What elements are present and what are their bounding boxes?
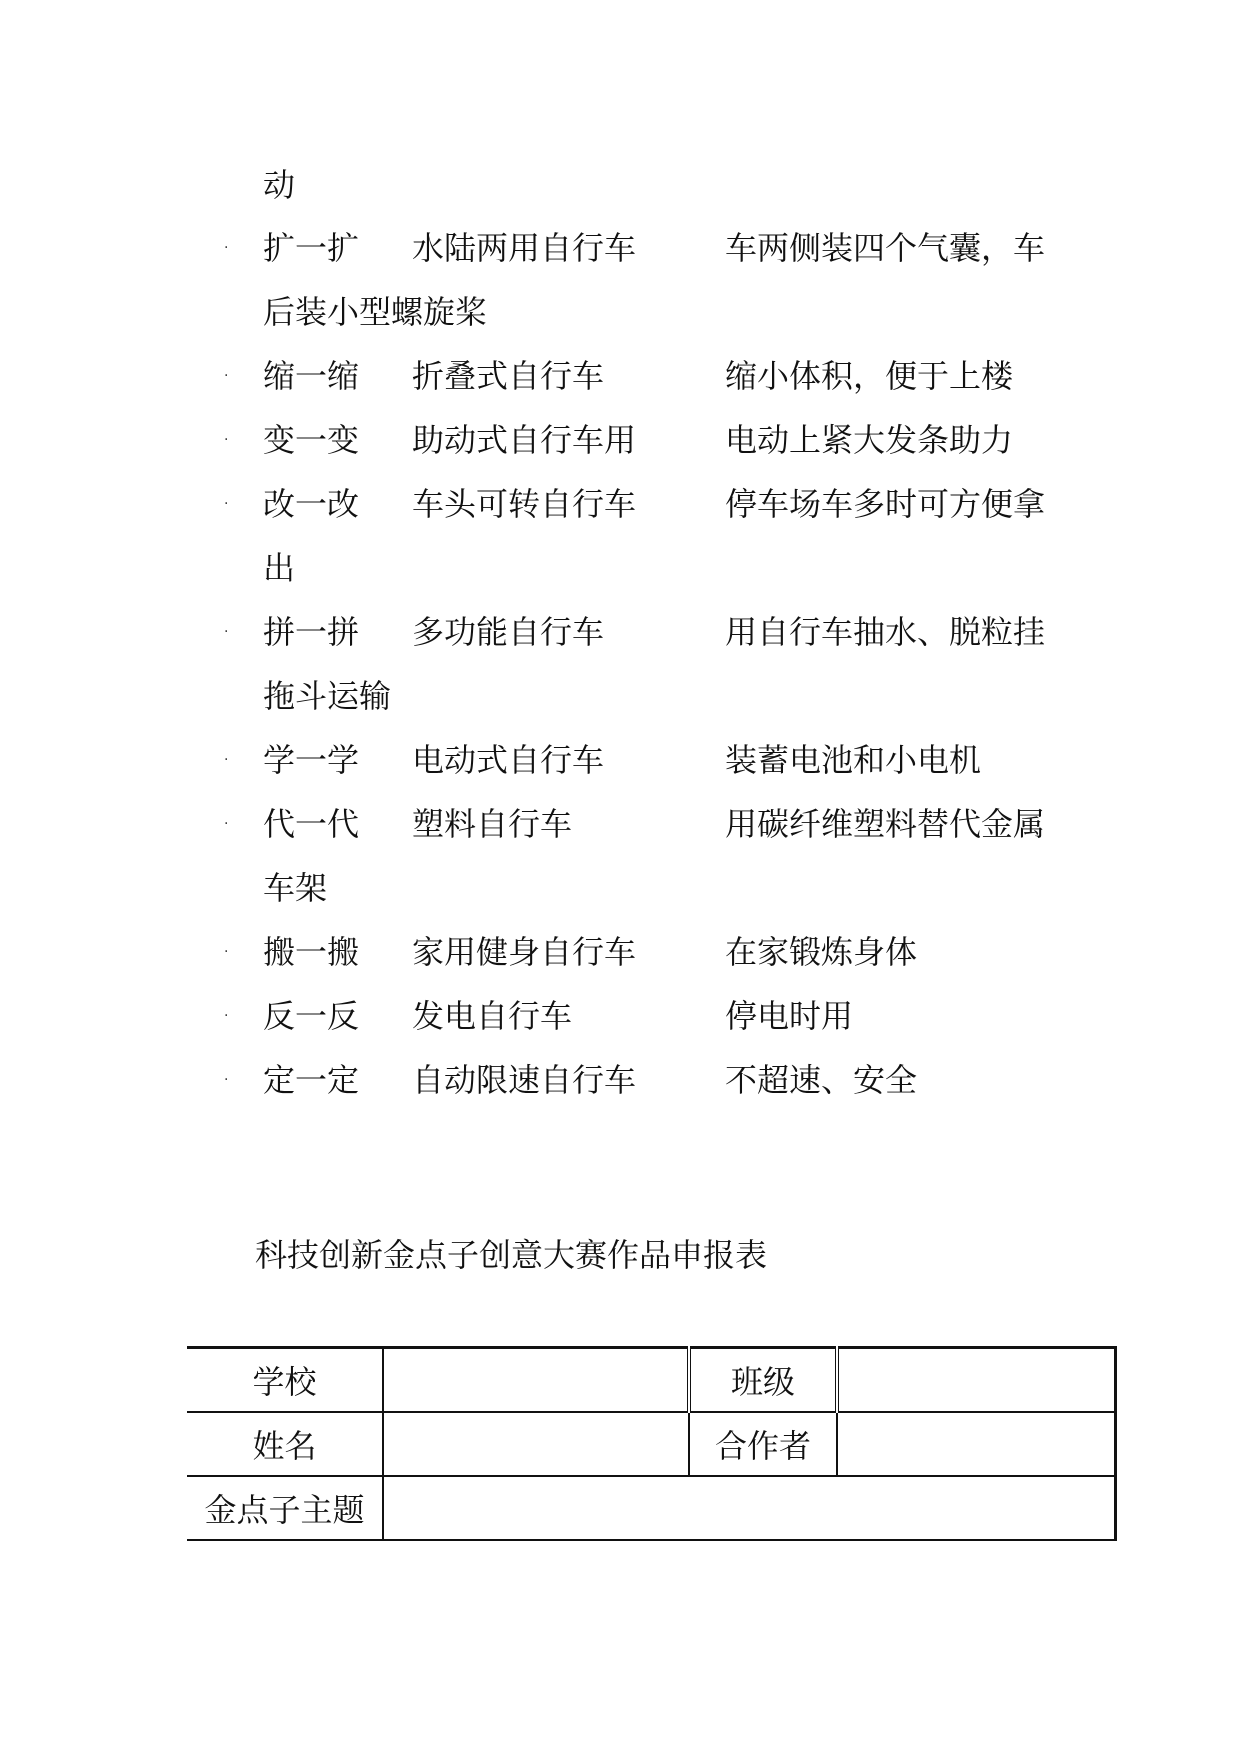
form-title: 科技创新金点子创意大赛作品申报表 — [255, 1236, 768, 1274]
topic-label: 金点子主题 — [187, 1476, 383, 1540]
continuation-text: 后装小型螺旋桨 — [263, 293, 488, 331]
bullet: · — [224, 944, 229, 960]
method-text: 缩一缩 — [263, 357, 360, 395]
bullet: · — [224, 1008, 229, 1024]
class-label: 班级 — [689, 1348, 837, 1413]
invention-name: 折叠式自行车 — [412, 357, 605, 395]
invention-name: 自动限速自行车 — [412, 1061, 637, 1099]
list-item — [0, 472, 1241, 536]
continuation-text: 动 — [263, 166, 296, 204]
invention-name: 水陆两用自行车 — [412, 229, 637, 267]
name-field[interactable] — [383, 1412, 689, 1476]
list-item — [0, 344, 1241, 408]
text-line — [0, 664, 1241, 728]
bullet: · — [224, 496, 229, 512]
method-text: 学一学 — [263, 741, 360, 779]
school-field[interactable] — [383, 1348, 689, 1413]
method-text: 拼一拼 — [263, 613, 360, 651]
invention-description: 用自行车抽水、脱粒挂 — [725, 613, 1046, 651]
list-item — [0, 600, 1241, 664]
partner-label: 合作者 — [689, 1412, 837, 1476]
list-item — [0, 984, 1241, 1048]
invention-description: 在家锻炼身体 — [725, 933, 918, 971]
invention-description: 停电时用 — [725, 997, 854, 1035]
continuation-text: 车架 — [263, 869, 328, 907]
partner-field[interactable] — [837, 1412, 1115, 1476]
class-field[interactable] — [837, 1348, 1115, 1413]
bullet: · — [224, 816, 229, 832]
invention-name: 助动式自行车用 — [412, 421, 637, 459]
continuation-text: 拖斗运输 — [263, 677, 392, 715]
bullet: · — [224, 752, 229, 768]
list-item — [0, 920, 1241, 984]
invention-description: 装蓄电池和小电机 — [725, 741, 982, 779]
invention-name: 电动式自行车 — [412, 741, 605, 779]
list-item — [0, 1048, 1241, 1112]
text-line — [0, 856, 1241, 920]
name-label: 姓名 — [187, 1412, 383, 1476]
invention-name: 塑料自行车 — [412, 805, 573, 843]
text-line — [0, 536, 1241, 600]
school-label: 学校 — [187, 1348, 383, 1413]
invention-description: 停车场车多时可方便拿 — [725, 485, 1046, 523]
invention-description: 车两侧装四个气囊，车 — [725, 229, 1046, 267]
text-line — [0, 153, 1241, 217]
bullet: · — [224, 1072, 229, 1088]
table-row — [187, 1412, 1115, 1476]
invention-description: 用碳纤维塑料替代金属 — [725, 805, 1046, 843]
table-row — [187, 1348, 1115, 1413]
bullet: · — [224, 240, 229, 256]
method-text: 改一改 — [263, 485, 360, 523]
invention-name: 多功能自行车 — [412, 613, 605, 651]
invention-description: 电动上紧大发条助力 — [725, 421, 1014, 459]
list-item — [0, 408, 1241, 472]
invention-name: 发电自行车 — [412, 997, 573, 1035]
text-line — [0, 280, 1241, 344]
table-row — [187, 1476, 1115, 1540]
method-text: 反一反 — [263, 997, 360, 1035]
invention-description: 缩小体积，便于上楼 — [725, 357, 1014, 395]
invention-name: 家用健身自行车 — [412, 933, 637, 971]
topic-field[interactable] — [383, 1476, 1115, 1540]
list-item — [0, 792, 1241, 856]
application-form-table — [187, 1346, 1117, 1541]
method-text: 扩一扩 — [263, 229, 360, 267]
method-text: 搬一搬 — [263, 933, 360, 971]
method-text: 变一变 — [263, 421, 360, 459]
bullet: · — [224, 624, 229, 640]
list-item — [0, 216, 1241, 280]
invention-description: 不超速、安全 — [725, 1061, 918, 1099]
method-text: 定一定 — [263, 1061, 360, 1099]
list-item — [0, 728, 1241, 792]
method-text: 代一代 — [263, 805, 360, 843]
continuation-text: 出 — [263, 549, 296, 587]
invention-name: 车头可转自行车 — [412, 485, 637, 523]
bullet: · — [224, 368, 229, 384]
bullet: · — [224, 432, 229, 448]
